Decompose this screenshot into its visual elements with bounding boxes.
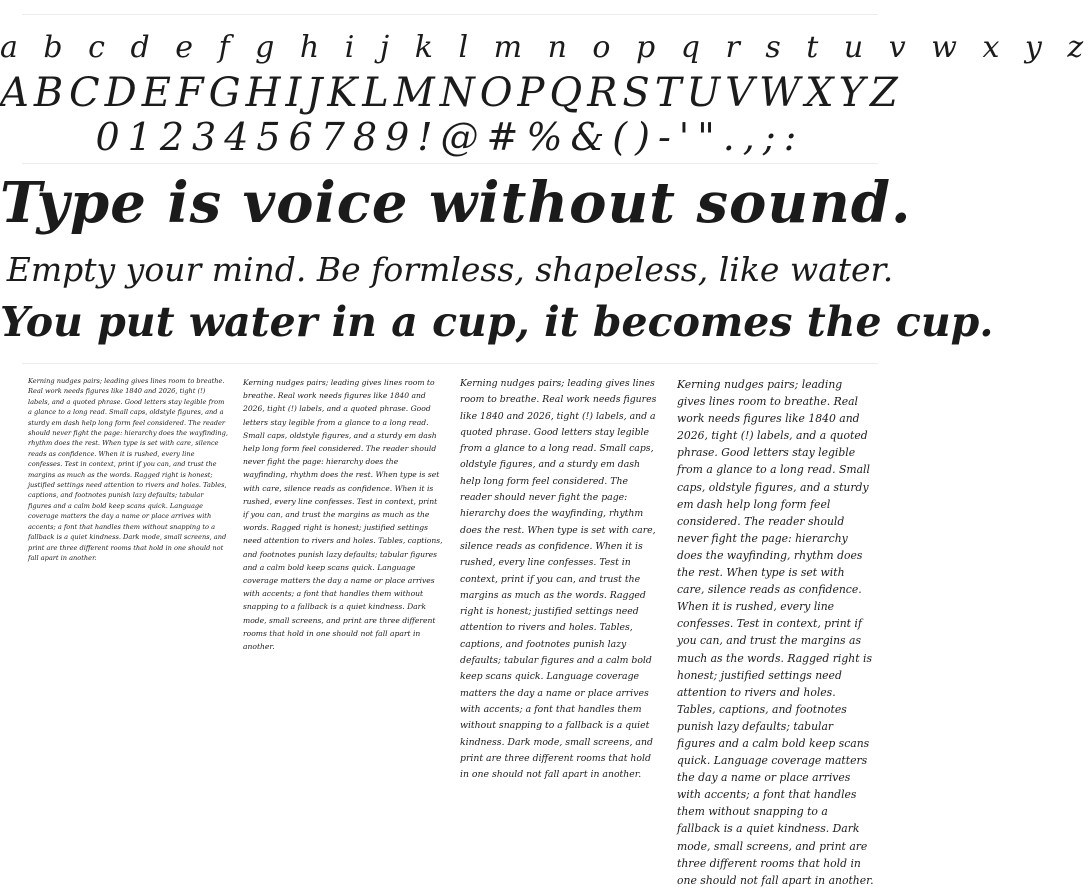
- sample-line-bold: You put water in a cup, it becomes the cup.: [0, 298, 994, 346]
- uppercase-glyph-row: ABCDEFGHIJKLMNOPQRSTUVWXYZ: [0, 70, 903, 116]
- sample-line-medium: Empty your mind. Be formless, shapeless, like water.: [6, 250, 894, 289]
- sample-divider: [22, 363, 878, 364]
- paragraph-column-lg: Kerning nudges pairs; leading gives lines room to breathe. Real work needs figures like 1840 and 2026, tight (!) labels, and a quoted phrase. Good letters stay legible from a glance to a long read. Small caps, oldstyle figures, and a sturdy em dash help long form feel considered. The reader should never fight the page: hierarchy does the wayfinding, rhythm does the rest. When type is set with care, silence reads as confidence. When it is rushed, every line confesses. Test in context, print if you can, and trust the margins as much as the words. Ragged right is honest; justified settings need attention to rivers and holes. Tables, captions, and footnotes punish lazy defaults; tabular figures and a calm bold keep scans quick. Language coverage matters the day a name or place arrives with accents; a font that handles them without snapping to a fallback is a quiet kindness. Dark mode, small screens, and print are three different rooms that hold in one should not fall apart in another.: [677, 378, 874, 887]
- paragraph-column-sm: Kerning nudges pairs; leading gives lines room to breathe. Real work needs figures like 1840 and 2026, tight (!) labels, and a quoted phrase. Good letters stay legible from a glance to a long read. Small caps, oldstyle figures, and a sturdy em dash help long form feel considered. The reader should never fight the page: hierarchy does the wayfinding, rhythm does the rest. When type is set with care, silence reads as confidence. When it is rushed, every line confesses. Test in context, print if you can, and trust the margins as much as the words. Ragged right is honest; justified settings need attention to rivers and holes. Tables, captions, and footnotes punish lazy defaults; tabular figures and a calm bold keep scans quick. Language coverage matters the day a name or place arrives with accents; a font that handles them without snapping to a fallback is a quiet kindness. Dark mode, small screens, and print are three different rooms that hold in one should not fall apart in another.: [243, 378, 443, 652]
- sample-line-large: Type is voice without sound.: [0, 170, 912, 236]
- paragraph-column-xs: Kerning nudges pairs; leading gives lines room to breathe. Real work needs figures like 1840 and 2026, tight (!) labels, and a quoted phrase. Good letters stay legible from a glance to a long read. Small caps, oldstyle figures, and a sturdy em dash help long form feel considered. The reader should never fight the page: hierarchy does the wayfinding, rhythm does the rest. When type is set with care, silence reads as confidence. When it is rushed, every line confesses. Test in context, print if you can, and trust the margins as much as the words. Ragged right is honest; justified settings need attention to rivers and holes. Tables, captions, and footnotes punish lazy defaults; tabular figures and a calm bold keep scans quick. Language coverage matters the day a name or place arrives with accents; a font that handles them without snapping to a fallback is a quiet kindness. Dark mode, small screens, and print are three different rooms that hold in one should not fall apart in another.: [28, 377, 228, 562]
- paragraph-column-md: Kerning nudges pairs; leading gives lines room to breathe. Real work needs figures like 1840 and 2026, tight (!) labels, and a quoted phrase. Good letters stay legible from a glance to a long read. Small caps, oldstyle figures, and a sturdy em dash help long form feel considered. The reader should never fight the page: hierarchy does the wayfinding, rhythm does the rest. When type is set with care, silence reads as confidence. When it is rushed, every line confesses. Test in context, print if you can, and trust the margins as much as the words. Ragged right is honest; justified settings need attention to rivers and holes. Tables, captions, and footnotes punish lazy defaults; tabular figures and a calm bold keep scans quick. Language coverage matters the day a name or place arrives with accents; a font that handles them without snapping to a fallback is a quiet kindness. Dark mode, small screens, and print are three different rooms that hold in one should not fall apart in another.: [460, 378, 657, 781]
- glyph-divider: [22, 163, 878, 164]
- top-divider: [22, 14, 878, 15]
- figures-glyph-row: 0123456789!@#%&()-'".,;:: [95, 115, 805, 159]
- lowercase-glyph-row: a b c d e f g h i j k l m n o p q r s t u v w x y z: [0, 30, 1091, 65]
